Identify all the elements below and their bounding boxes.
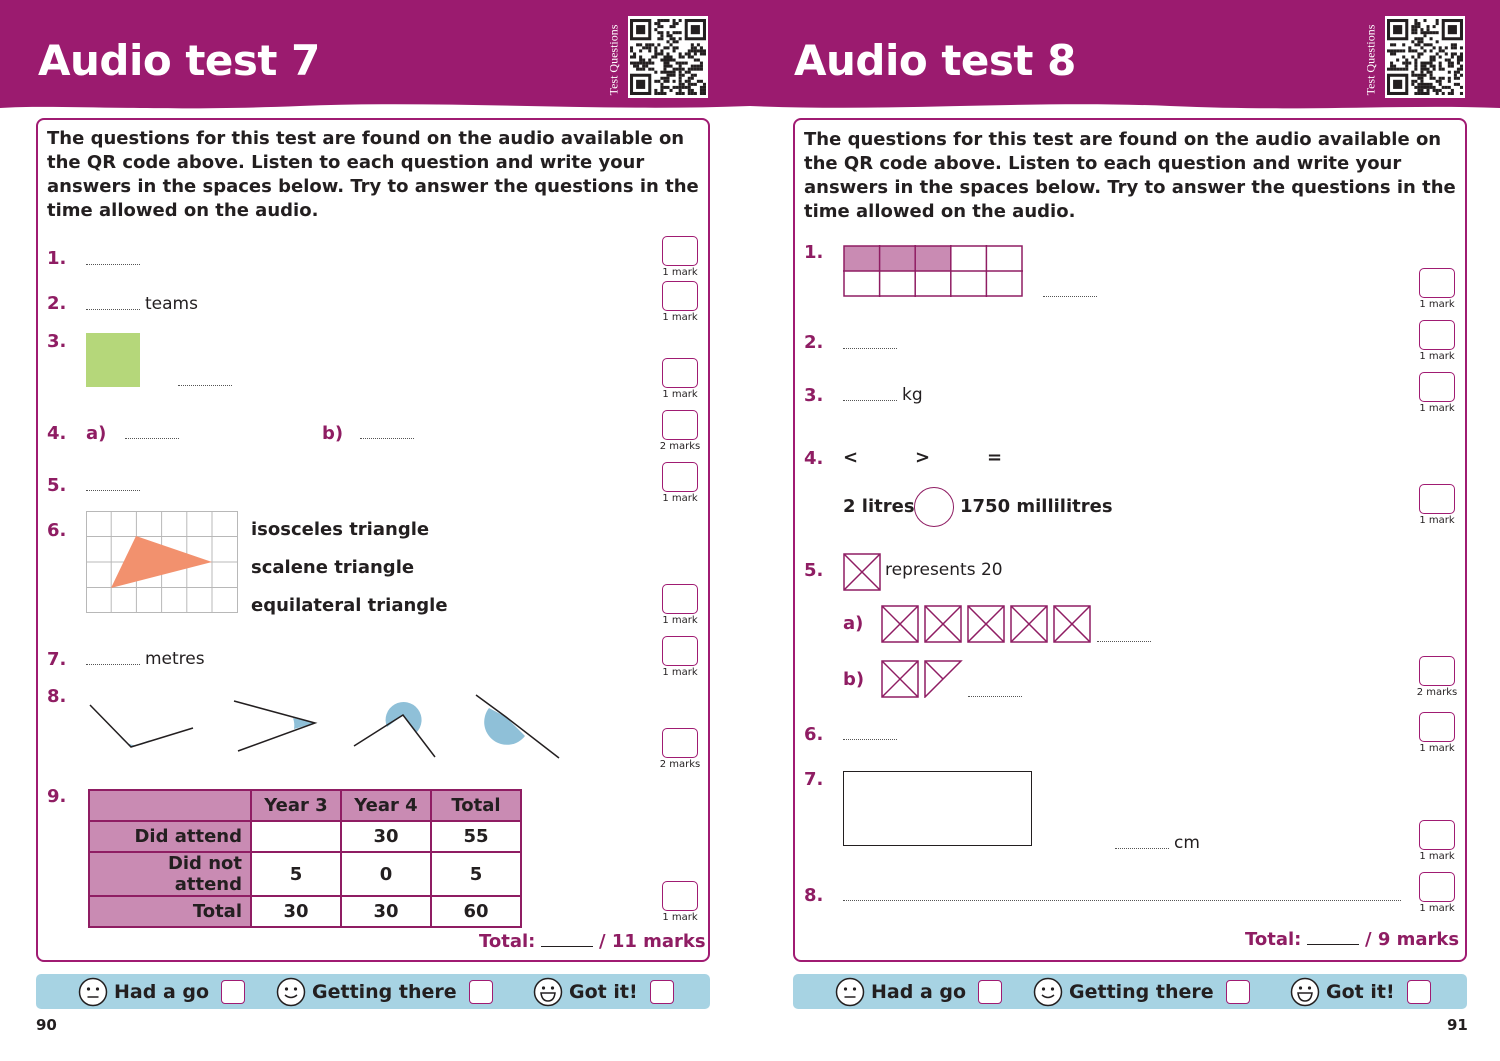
unit-label: teams: [145, 294, 198, 314]
symbol-less-than: <: [843, 447, 859, 468]
table-cell[interactable]: [251, 821, 341, 852]
mark-label: 1 mark: [1419, 299, 1455, 310]
got-it-label: Got it!: [569, 980, 638, 1003]
mark-box[interactable]: [1419, 872, 1455, 902]
getting-there-checkbox[interactable]: [469, 980, 493, 1004]
answer-line[interactable]: [1115, 847, 1169, 849]
table-header-cell: Year 3: [251, 790, 341, 821]
table-header-cell: [89, 790, 251, 821]
getting-there-checkbox[interactable]: [1226, 980, 1250, 1004]
self-assessment-bar: [36, 974, 710, 1009]
mark-label: 1 mark: [1419, 515, 1455, 526]
total-answer-line[interactable]: [541, 946, 593, 947]
answer-line[interactable]: [843, 399, 897, 401]
neutral-face-icon: [835, 977, 865, 1007]
question-number: 2.: [804, 332, 824, 353]
question-number: 3.: [804, 385, 824, 406]
page-number: 90: [36, 1016, 57, 1034]
getting-there-label: Getting there: [312, 980, 457, 1003]
grinning-face-icon: [533, 977, 563, 1007]
answer-line[interactable]: [843, 899, 1401, 901]
mark-box[interactable]: [662, 410, 698, 440]
mark-label: 1 mark: [1419, 403, 1455, 414]
table-cell: 30: [341, 896, 431, 927]
smiling-face-icon: [276, 977, 306, 1007]
question-number: 5.: [47, 475, 67, 496]
mark-box[interactable]: [662, 462, 698, 492]
symbol-equals: =: [987, 447, 1003, 468]
mark-label: 1 mark: [662, 615, 698, 626]
got-it-item: [533, 974, 674, 1009]
self-assessment-bar: [793, 974, 1467, 1009]
triangle-grid: [86, 511, 238, 613]
smiling-face-icon: [1033, 977, 1063, 1007]
table-cell: 5: [431, 852, 521, 896]
getting-there-label: Getting there: [1069, 980, 1214, 1003]
question-number: 8.: [804, 885, 824, 906]
getting-there-item: [276, 974, 493, 1009]
question-number: 3.: [47, 331, 67, 352]
pictogram-key-label: represents 20: [885, 560, 1003, 580]
mark-box[interactable]: [1419, 268, 1455, 298]
mark-box[interactable]: [662, 236, 698, 266]
had-a-go-label: Had a go: [114, 980, 210, 1003]
answer-line[interactable]: [125, 437, 179, 439]
mark-box[interactable]: [662, 584, 698, 614]
comparison-left: 2 litres: [843, 496, 915, 517]
answer-line[interactable]: [843, 347, 897, 349]
row-header: Did not attend: [89, 852, 251, 896]
part-label: a): [843, 613, 864, 634]
part-label: b): [322, 423, 344, 444]
table-row: [89, 896, 521, 927]
table-cell: 0: [341, 852, 431, 896]
table-cell: 60: [431, 896, 521, 927]
mark-box[interactable]: [662, 358, 698, 388]
mark-box[interactable]: [1419, 320, 1455, 350]
attendance-table: [88, 789, 522, 928]
getting-there-item: [1033, 974, 1250, 1009]
symbol-greater-than: >: [915, 447, 931, 468]
mark-label: 1 mark: [662, 667, 698, 678]
total-answer-line[interactable]: [1307, 944, 1359, 945]
comparison-right: 1750 millilitres: [960, 496, 1113, 517]
answer-line[interactable]: [86, 263, 140, 265]
question-number: 1.: [804, 242, 824, 263]
neutral-face-icon: [78, 977, 108, 1007]
page-title: Audio test 7: [38, 36, 320, 85]
instructions: The questions for this test are found on the audio available on the QR code above. Listen to each question and write your answers in the spaces below. Try to answer the questions in the time allowed on the audio.: [804, 129, 1456, 222]
question-number: 1.: [47, 248, 67, 269]
pictogram-row-a: [881, 605, 1093, 643]
table-row: [89, 852, 521, 896]
question-number: 6.: [47, 520, 67, 541]
fraction-grid: [843, 245, 1023, 297]
question-number: 6.: [804, 724, 824, 745]
answer-line[interactable]: [843, 738, 897, 740]
table-cell: 55: [431, 821, 521, 852]
page-number: 91: [1447, 1016, 1468, 1034]
had-a-go-item: [78, 974, 245, 1009]
question-number: 4.: [804, 448, 824, 469]
rectangle-shape: [843, 771, 1032, 846]
question-number: 4.: [47, 423, 67, 444]
had-a-go-item: [835, 974, 1002, 1009]
side-label: Test Questions: [1363, 24, 1378, 96]
pictogram-key-icon: [843, 553, 881, 591]
option-label[interactable]: equilateral triangle: [251, 595, 448, 616]
answer-line[interactable]: [86, 489, 140, 491]
qr-code-icon[interactable]: [1385, 16, 1465, 98]
mark-label: 2 marks: [1416, 687, 1458, 698]
mark-label: 1 mark: [1419, 903, 1455, 914]
had-a-go-checkbox[interactable]: [978, 980, 1002, 1004]
unit-label: cm: [1174, 833, 1200, 853]
table-header-row: [89, 790, 521, 821]
answer-line[interactable]: [86, 663, 140, 665]
question-number: 5.: [804, 560, 824, 581]
green-square: [86, 333, 140, 387]
question-number: 2.: [47, 293, 67, 314]
table-cell: 30: [341, 821, 431, 852]
mark-label: 1 mark: [1419, 743, 1455, 754]
option-label[interactable]: isosceles triangle: [251, 519, 430, 540]
got-it-checkbox[interactable]: [650, 980, 674, 1004]
mark-label: 1 mark: [1419, 851, 1455, 862]
question-number: 7.: [47, 649, 67, 670]
page-title: Audio test 8: [794, 36, 1076, 85]
question-number: 7.: [804, 769, 824, 790]
option-label[interactable]: scalene triangle: [251, 557, 415, 578]
had-a-go-checkbox[interactable]: [221, 980, 245, 1004]
mark-label: 1 mark: [1419, 351, 1455, 362]
grinning-face-icon: [1290, 977, 1320, 1007]
total-label: Total:: [479, 931, 536, 952]
total-label: Total:: [1245, 929, 1302, 950]
got-it-checkbox[interactable]: [1407, 980, 1431, 1004]
mark-box[interactable]: [662, 881, 698, 911]
unit-label: metres: [145, 649, 205, 669]
mark-label: 1 mark: [662, 312, 698, 323]
question-number: 8.: [47, 686, 67, 707]
mark-box[interactable]: [1419, 656, 1455, 686]
got-it-item: [1290, 974, 1431, 1009]
mark-box[interactable]: [1419, 372, 1455, 402]
table-row: [89, 821, 521, 852]
part-label: b): [843, 669, 865, 690]
mark-label: 2 marks: [659, 759, 701, 770]
answer-line[interactable]: [86, 308, 140, 310]
mark-box[interactable]: [662, 728, 698, 758]
answer-line[interactable]: [1097, 640, 1151, 642]
mark-label: 2 marks: [659, 441, 701, 452]
table-cell: 30: [251, 896, 341, 927]
mark-box[interactable]: [662, 636, 698, 666]
mark-box[interactable]: [1419, 712, 1455, 742]
question-number: 9.: [47, 786, 67, 807]
total-marks: / 9 marks: [1365, 929, 1460, 950]
row-header: Total: [89, 896, 251, 927]
row-header: Did attend: [89, 821, 251, 852]
answer-line[interactable]: [360, 437, 414, 439]
qr-code-icon[interactable]: [628, 16, 708, 98]
comparison-circle[interactable]: [914, 487, 954, 527]
part-label: a): [86, 423, 107, 444]
page-right: [750, 0, 1500, 1061]
had-a-go-label: Had a go: [871, 980, 967, 1003]
mark-label: 1 mark: [662, 389, 698, 400]
table-header-cell: Year 4: [341, 790, 431, 821]
mark-box[interactable]: [1419, 484, 1455, 514]
mark-box[interactable]: [662, 281, 698, 311]
mark-label: 1 mark: [662, 267, 698, 278]
mark-label: 1 mark: [662, 493, 698, 504]
side-label: Test Questions: [606, 24, 621, 96]
unit-label: kg: [902, 385, 923, 405]
answer-line[interactable]: [178, 384, 232, 386]
mark-box[interactable]: [1419, 820, 1455, 850]
mark-label: 1 mark: [662, 912, 698, 923]
got-it-label: Got it!: [1326, 980, 1395, 1003]
pictogram-row-b: [881, 660, 963, 698]
answer-line[interactable]: [968, 695, 1022, 697]
answer-line[interactable]: [1043, 295, 1097, 297]
table-cell: 5: [251, 852, 341, 896]
table-header-cell: Total: [431, 790, 521, 821]
total-marks: / 11 marks: [599, 931, 706, 952]
angles-diagram: [86, 688, 566, 768]
instructions: The questions for this test are found on the audio available on the QR code above. Listen to each question and write your answers in the spaces below. Try to answer the questions in the time allowed on the audio.: [47, 128, 699, 221]
